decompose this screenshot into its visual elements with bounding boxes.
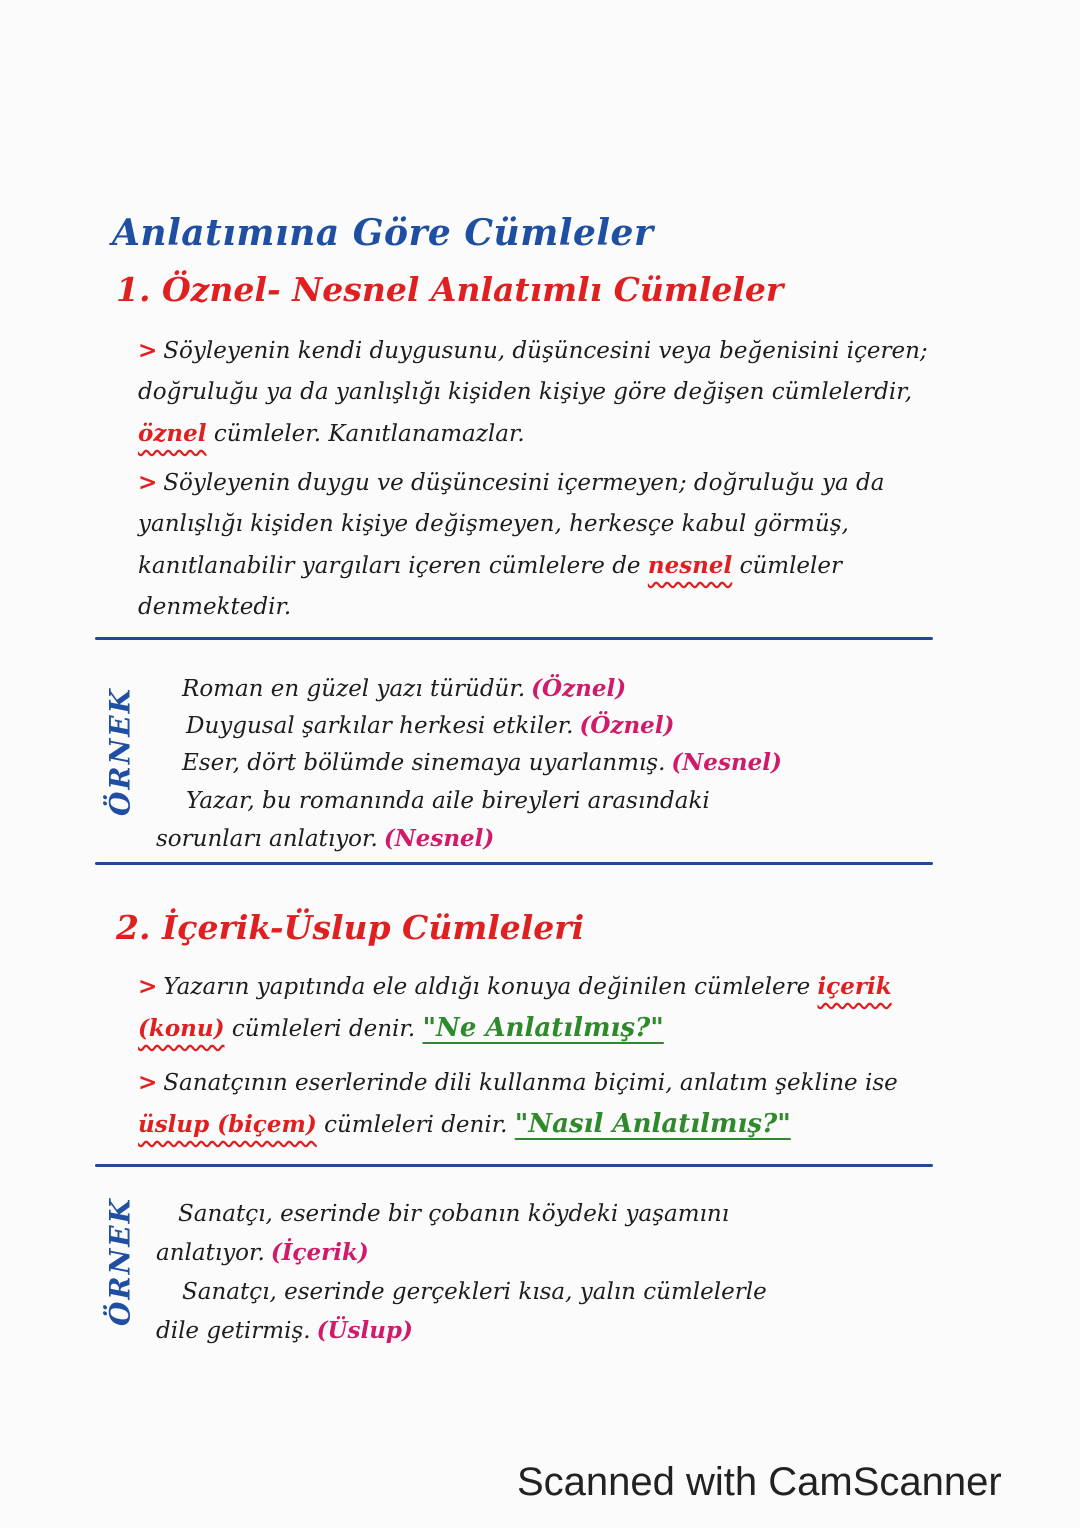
example-line [178, 1196, 729, 1233]
example-line [182, 744, 782, 782]
section-1-title: 1. Öznel- Nesnel Anlatımlı Cümleler [116, 270, 784, 309]
example-line [182, 1274, 767, 1311]
example-tag: (Öznel) [531, 675, 627, 702]
example-line [156, 820, 494, 858]
example-tag: (Öznel) [579, 712, 675, 739]
divider [95, 637, 933, 640]
example-text: Sanatçı, eserinde bir çobanın köydeki yaşamını [178, 1201, 730, 1227]
section-1-paragraph-2 [138, 462, 928, 628]
question-quote: "Nasıl Anlatılmış?" [514, 1109, 791, 1139]
keyword-icerik: içerik (konu) [138, 973, 892, 1042]
paragraph-text: cümleleri denir. [324, 1112, 508, 1138]
divider [95, 1164, 933, 1167]
example-label: ÖRNEK [103, 1197, 137, 1326]
example-text: Eser, dört bölümde sinemaya uyarlanmış. [182, 750, 666, 776]
example-tag: (Nesnel) [671, 749, 782, 776]
paragraph-text: cümleler denmektedir. [138, 553, 842, 620]
paragraph-text: Söyleyenin duygu ve düşüncesini içermeyen; doğruluğu ya da yanlışlığı kişiden kişiye değişmeyen, herkesçe kabul görmüş, kanıtlanabilir yargıları içeren cümlelere de [138, 470, 885, 579]
arrow-icon: > [138, 469, 158, 496]
example-line [156, 1234, 369, 1272]
keyword-oznel: öznel [138, 420, 207, 447]
example-line [156, 1312, 413, 1350]
paragraph-text: Yazarın yapıtında ele aldığı konuya değinilen cümlelere [163, 974, 811, 1000]
question-quote: "Ne Anlatılmış?" [422, 1013, 664, 1043]
arrow-icon: > [138, 1069, 158, 1096]
example-text: Roman en güzel yazı türüdür. [182, 676, 526, 702]
example-label: ÖRNEK [103, 687, 137, 816]
scanner-watermark: Scanned with CamScanner [517, 1460, 1002, 1504]
example-text: Duygusal şarkılar herkesi etkiler. [186, 713, 574, 739]
keyword-uslup: üslup (biçem) [138, 1111, 317, 1138]
example-text: Sanatçı, eserinde gerçekleri kısa, yalın cümlelerle [182, 1279, 767, 1305]
example-text: anlatıyor. [156, 1240, 265, 1266]
example-tag: (Üslup) [316, 1317, 413, 1344]
paragraph-text: cümleler. Kanıtlanamazlar. [213, 421, 525, 447]
divider [95, 862, 933, 865]
paragraph-text: cümleleri denir. [231, 1016, 416, 1042]
section-1-paragraph-1 [138, 330, 928, 455]
example-tag: (İçerik) [270, 1239, 369, 1266]
example-text: sorunları anlatıyor. [156, 826, 378, 852]
section-2-title: 2. İçerik-Üslup Cümleleri [116, 908, 585, 947]
section-2-paragraph-1 [138, 966, 928, 1050]
arrow-icon: > [138, 337, 158, 364]
section-2-paragraph-2 [138, 1062, 928, 1146]
example-line [182, 670, 626, 708]
arrow-icon: > [138, 973, 158, 1000]
example-line [186, 707, 674, 745]
keyword-nesnel: nesnel [647, 552, 733, 579]
paragraph-text: Sanatçının eserlerinde dili kullanma biçimi, anlatım şekline ise [163, 1070, 898, 1096]
example-line [186, 783, 710, 820]
example-text: dile getirmiş. [156, 1318, 311, 1344]
paragraph-text: Söyleyenin kendi duygusunu, düşüncesini veya beğenisini içeren; doğruluğu ya da yanlışlığı kişiden kişiye göre değişen cümlelerdir, [138, 338, 928, 405]
page-title: Anlatımına Göre Cümleler [112, 212, 654, 254]
example-text: Yazar, bu romanında aile bireyleri arasındaki [186, 788, 710, 814]
example-tag: (Nesnel) [383, 825, 495, 852]
